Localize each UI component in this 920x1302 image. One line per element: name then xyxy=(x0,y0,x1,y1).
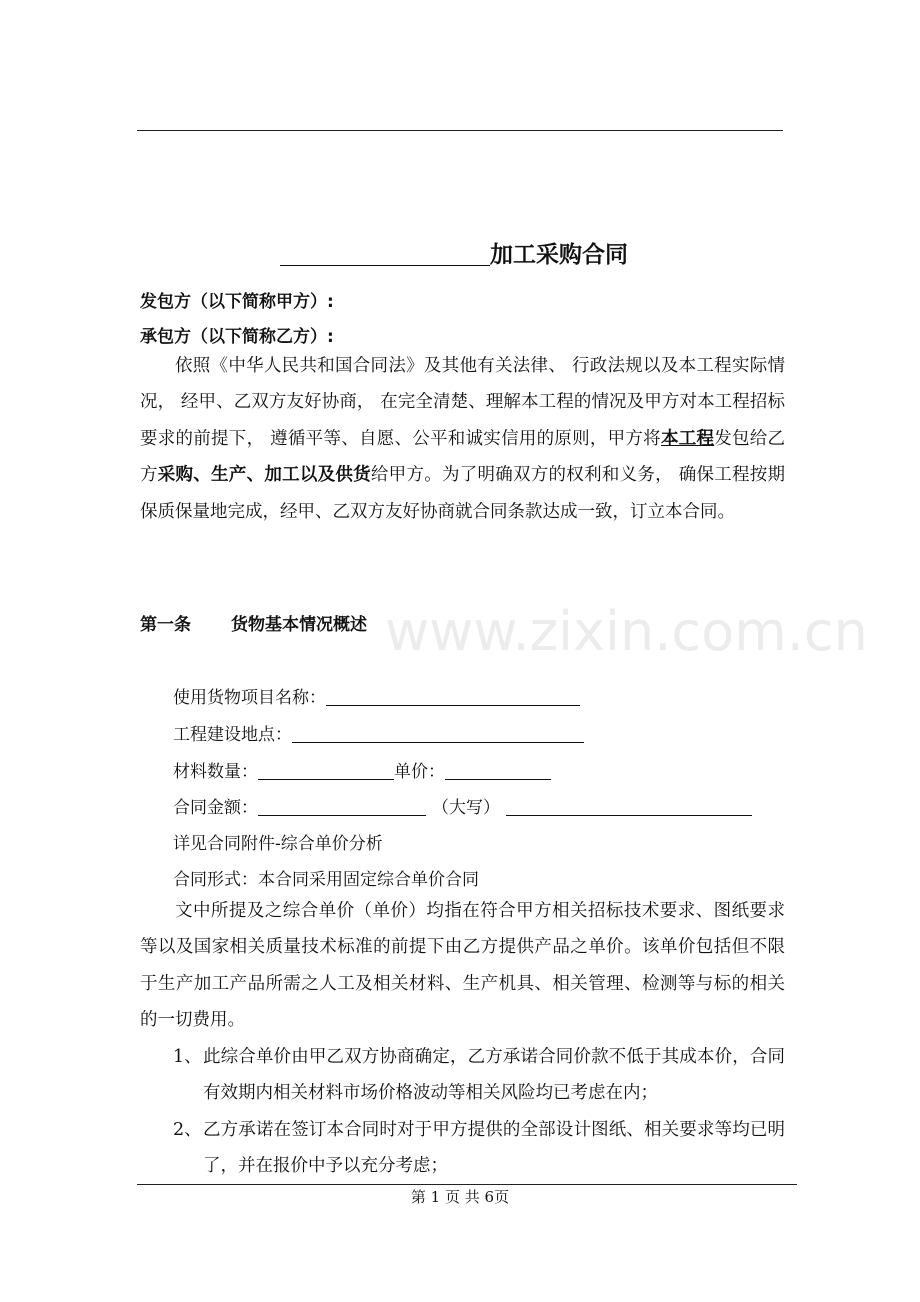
watermark: www.zixin.com.cn xyxy=(385,600,868,663)
site-label: 工程建设地点： xyxy=(173,725,292,745)
field-quantity-price xyxy=(173,757,551,782)
list-item xyxy=(173,1112,785,1185)
amount-label: 合同金额： xyxy=(173,798,258,818)
project-name-blank[interactable] xyxy=(326,687,580,706)
intro-text-2: 发包给乙方 xyxy=(140,428,786,486)
list-text: 此综合单价由甲乙双方协商确定，乙方承诺合同价款不低于其成本价，合同有效期内相关材料市场价格波动等相关风险均已考虑在内； xyxy=(203,1047,785,1104)
quantity-blank[interactable] xyxy=(258,761,394,780)
title-blank-line xyxy=(280,265,490,266)
footer-rule xyxy=(137,1184,797,1185)
party-b-label: 承包方（以下简称乙方）: xyxy=(140,327,334,347)
list-text: 乙方承诺在签订本合同时对于甲方提供的全部设计图纸、相关要求等均已明了，并在报价中予以充分考虑； xyxy=(203,1120,785,1177)
article-1-number: 第一条 xyxy=(140,615,191,635)
list-number: 2、 xyxy=(173,1120,202,1140)
article-1-heading xyxy=(140,610,367,635)
contract-form: 合同形式：本合同采用固定综合单价合同 xyxy=(173,870,479,890)
field-amount xyxy=(173,793,752,818)
intro-text-1: 依照《中华人民共和国合同法》及其他有关法律、 行政法规以及本工程实际情况， 经甲、乙双方友好协商， 在完全清楚、理解本工程的情况及甲方对本工程招标要求的前提下， 遵循平等、自愿、公平和诚实信用的原则，甲方将 xyxy=(140,356,785,449)
header-rule xyxy=(137,130,783,131)
contract-title-text: 加工采购合同 xyxy=(490,242,628,268)
intro-bold-project: 本工程 xyxy=(660,428,715,449)
intro-paragraph xyxy=(140,348,785,530)
site-blank[interactable] xyxy=(292,724,584,743)
unit-price-label: 单价： xyxy=(394,762,445,782)
field-site xyxy=(173,720,584,745)
unit-price-blank[interactable] xyxy=(445,761,551,780)
list-item xyxy=(173,1039,785,1112)
field-project-name xyxy=(173,683,580,708)
page-footer: 第 1 页 共 6页 xyxy=(410,1188,510,1206)
intro-bold-scope: 采购、生产、加工以及供货 xyxy=(157,465,371,486)
attachment-note: 详见合同附件-综合单价分析 xyxy=(173,834,383,854)
list-number: 1、 xyxy=(173,1047,202,1067)
party-a-label: 发包方（以下简称甲方）: xyxy=(140,292,334,312)
amount-words-label: （大写） xyxy=(432,798,500,818)
unit-price-paragraph: 文中所提及之综合单价（单价）均指在符合甲方相关招标技术要求、图纸要求等以及国家相关质量技术标准的前提下由乙方提供产品之单价。该单价包括但不限于生产加工产品所需之人工及相关材料、生产机具、相关管理、检测等与标的相关的一切费用。 xyxy=(140,901,785,1031)
article-1-title: 货物基本情况概述 xyxy=(231,615,367,635)
amount-blank[interactable] xyxy=(258,797,426,816)
quantity-label: 材料数量： xyxy=(173,762,258,782)
project-name-label: 使用货物项目名称： xyxy=(173,688,326,708)
intro-text-3: 给甲方。为了明确双方的权利和义务， 确保工程按期保质保量地完成，经甲、乙双方友好协商就合同条款达成一致，订立本合同。 xyxy=(140,465,786,522)
contract-title xyxy=(280,236,628,269)
amount-words-blank[interactable] xyxy=(506,797,752,816)
